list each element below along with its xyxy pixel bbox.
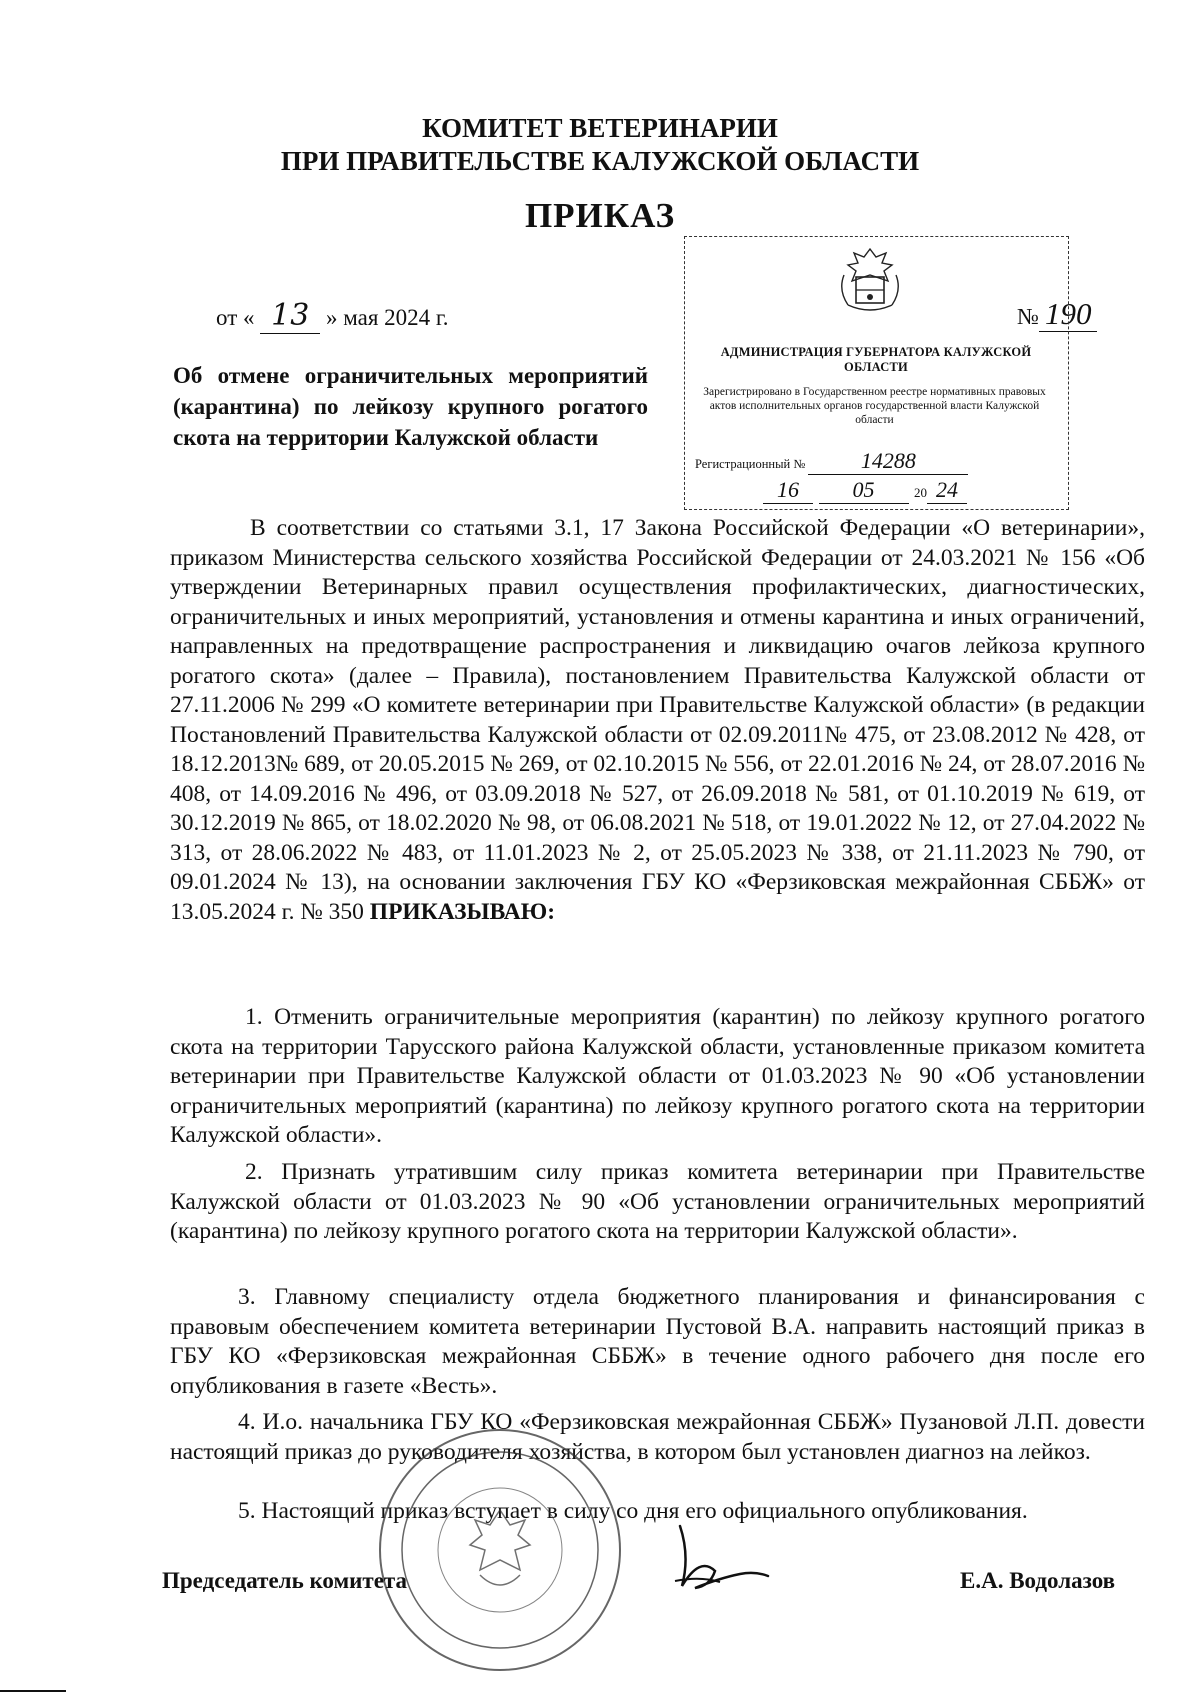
handwritten-signature-icon: [660, 1516, 770, 1606]
date-suffix: » мая 2024 г.: [326, 305, 449, 330]
committee-title: КОМИТЕТ ВЕТЕРИНАРИИ: [422, 113, 778, 143]
preamble-text: В соответствии со статьями 3.1, 17 Закона Российской Федерации «О ветеринарии», приказом Министерства сельского хозяйства Российской Федерации от 24.03.2021 № 156 «Об утверждении Ветеринарных правил осуществления профилактических, диагностических, ограничительных и иных мероприятий, установления и отмены карантина и иных ограничений, направленных на предотвращение распространения и ликвидацию очагов лейкоза крупного рогатого скота» (далее – Правила), постановлением Правительства Калужской области от 27.11.2006 № 299 «О комитете ветеринарии при Правительстве Калужской области» (в редакции Постановлений Правительства Калужской области от 02.09.2011№ 475, от 23.08.2012 № 428, от 18.12.2013№ 689, от 20.05.2015 № 269, от 02.10.2015 № 556, от 22.01.2016 № 24, от 28.07.2016 № 408, от 14.09.2016 № 496, от 03.09.2018 № 527, от 26.09.2018 № 581, от 01.10.2019 № 619, от 30.12.2019 № 865, от 18.02.2020 № 98, от 06.08.2021 № 518, от 19.01.2022 № 12, от 27.04.2022 № 313, от 28.06.2022 № 483, от 11.01.2023 № 2, от 25.05.2023 № 338, от 21.11.2023 № 790, от 09.01.2024 № 13), на основании заключения ГБУ КО «Ферзиковская межрайонная СББЖ» от 13.05.2024 г. № 350: [170, 515, 1145, 925]
footer-rule: [0, 1690, 66, 1692]
number-value: 190: [1039, 296, 1098, 332]
signatory-position: Председатель комитета: [162, 1568, 407, 1593]
document-type-title: ПРИКАЗ: [524, 196, 676, 235]
reg-year: 24: [927, 477, 967, 504]
reg-number-value: 14288: [808, 448, 968, 475]
order-item-1: 1. Отменить ограничительные мероприятия (карантин) по лейкозу крупного рогатого скота на территории Тарусского района Калужской области, установленные приказом комитета ветеринарии при Правительстве Калужской области от 01.03.2023 № 90 «Об установлении ограничительных мероприятий (карантина) по лейкозу крупного рогатого скота на территории Калужской области».: [170, 1004, 1145, 1148]
reg-day: 16: [763, 477, 813, 504]
coat-of-arms-icon: [830, 245, 910, 315]
date-day: 13: [271, 298, 310, 333]
order-subject: Об отмене ограничительных мероприятий (карантина) по лейкозу крупного рогатого скота на территории Калужской области: [173, 363, 648, 450]
preamble-paragraph: [170, 514, 1145, 927]
reg-label: Регистрационный №: [695, 457, 806, 471]
order-item-5: 5. Настоящий приказ вступает в силу со дня его официального опубликования.: [238, 1498, 1028, 1524]
date-prefix: от «: [216, 305, 255, 330]
number-prefix: №: [1017, 304, 1039, 329]
committee-subtitle: ПРИ ПРАВИТЕЛЬСТВЕ КАЛУЖСКОЙ ОБЛАСТИ: [280, 146, 920, 176]
stamp-registration-date: [763, 477, 967, 504]
registration-stamp: [684, 236, 1069, 510]
order-item-2: 2. Признать утратившим силу приказ комитета ветеринарии при Правительстве Калужской области от 01.03.2023 № 90 «Об установлении ограничительных мероприятий (карантина) по лейкозу крупного рогатого скота на территории Калужской области».: [170, 1159, 1145, 1244]
stamp-authority: АДМИНИСТРАЦИЯ ГУБЕРНАТОРА КАЛУЖСКОЙ ОБЛАСТИ: [720, 345, 1032, 374]
reg-month: 05: [819, 477, 909, 504]
order-keyword: ПРИКАЗЫВАЮ:: [369, 898, 556, 925]
stamp-registration-number: [695, 448, 968, 475]
stamp-registration-text: Зарегистрировано в Государственном реестре нормативных правовых актов исполнительных органов государственной власти Калужской области: [703, 386, 1046, 426]
order-date: [216, 298, 449, 334]
order-item-3: 3. Главному специалисту отдела бюджетного планирования и финансирования с правовым обеспечением комитета ветеринарии Пустовой В.А. направить настоящий приказ в ГБУ КО «Ферзиковская межрайонная СББЖ» в течение одного рабочего дня после его опубликования в газете «Весть».: [170, 1284, 1145, 1399]
reg-year-prefix: 20: [914, 485, 927, 500]
signatory-name: Е.А. Водолазов: [960, 1568, 1116, 1593]
order-item-4: 4. И.о. начальника ГБУ КО «Ферзиковская межрайонная СББЖ» Пузановой Л.П. довести настоящий приказ до руководителя хозяйства, в котором был установлен диагноз на лейкоз.: [170, 1409, 1145, 1465]
official-seal-icon: [370, 1420, 630, 1680]
